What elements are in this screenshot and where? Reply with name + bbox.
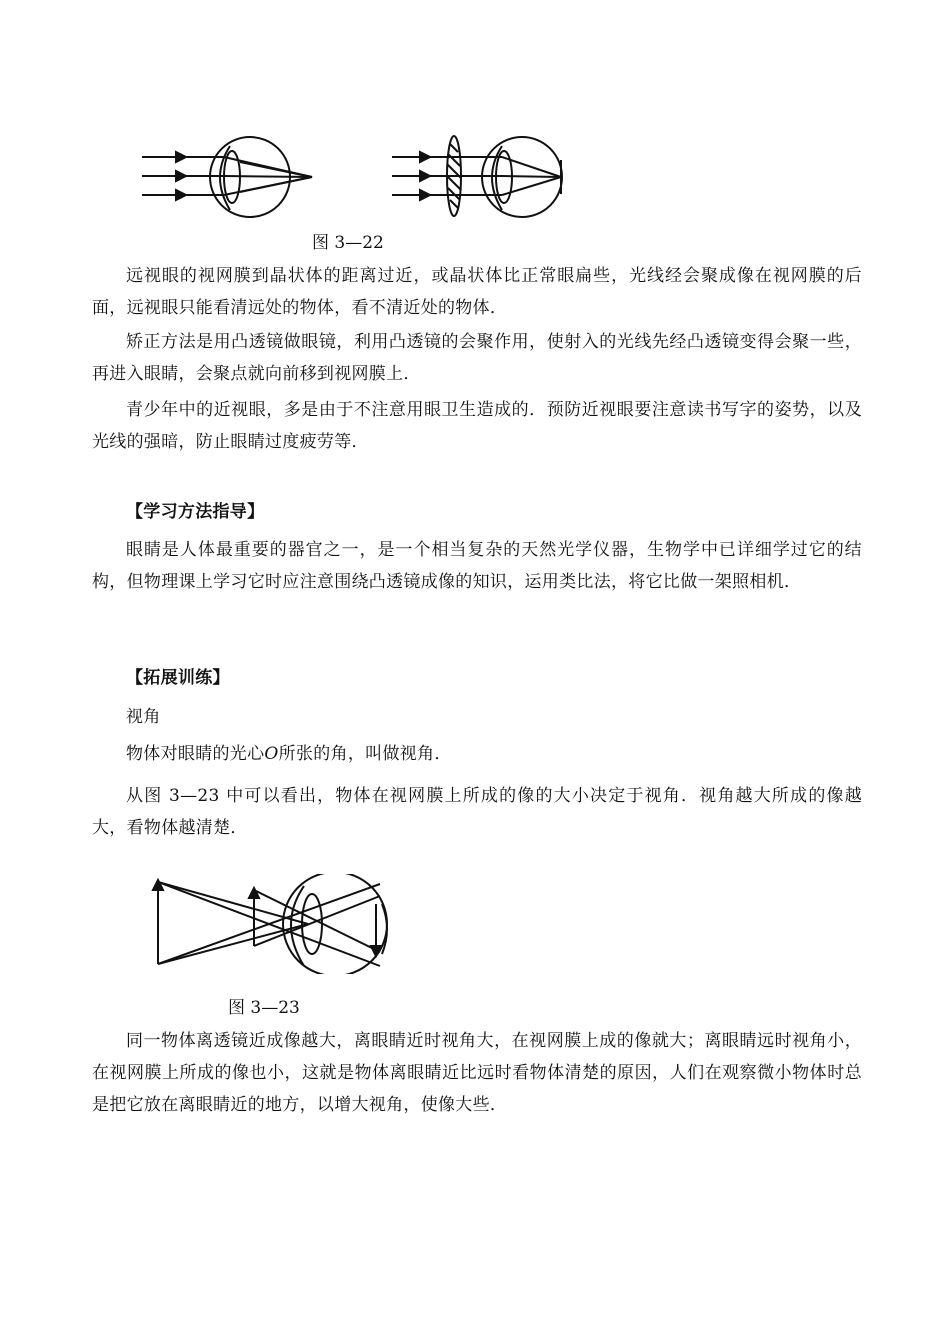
definition-text-after: 所张的角，叫做视角． bbox=[278, 744, 452, 764]
paragraph-figure-explanation: 从图 3—23 中可以看出，物体在视网膜上所成的像的大小决定于视角．视角越大所成的像越大，看物体越清楚． bbox=[92, 786, 862, 838]
optical-center-symbol: O bbox=[264, 744, 279, 764]
definition-text-before: 物体对眼睛的光心 bbox=[126, 744, 265, 764]
definition-visual-angle bbox=[126, 738, 452, 770]
paragraph-prevention: 青少年中的近视眼，多是由于不注意用眼卫生造成的．预防近视眼要注意读书写字的姿势，以及光线的强暗，防止眼睛过度疲劳等． bbox=[92, 400, 862, 452]
paragraph-distance-effect: 同一物体离透镜近成像越大，离眼睛近时视角大，在视网膜上成的像就大；离眼睛远时视角小，在视网膜上所成的像也小，这就是物体离眼睛近比远时看物体清楚的原因，人们在观察微小物体时总是把它放在离眼睛近的地方，以增大视角，使像大些． bbox=[92, 1031, 862, 1115]
paragraph-study-method: 眼睛是人体最重要的器官之一，是一个相当复杂的天然光学仪器，生物学中已详细学过它的结构，但物理课上学习它时应注意围绕凸透镜成像的知识，运用类比法，将它比做一架照相机． bbox=[92, 540, 862, 592]
subtitle-visual-angle: 视角 bbox=[126, 707, 161, 727]
figure-3-23-diagram bbox=[148, 874, 398, 974]
heading-study-method: 【学习方法指导】 bbox=[126, 502, 265, 522]
figure-3-22-diagram bbox=[130, 130, 590, 230]
figure-3-22-caption: 图 3—22 bbox=[312, 233, 384, 253]
heading-extension-training: 【拓展训练】 bbox=[126, 668, 230, 688]
paragraph-farsighted: 远视眼的视网膜到晶状体的距离过近，或晶状体比正常眼扁些，光线经会聚成像在视网膜的后面，远视眼只能看清远处的物体，看不清近处的物体． bbox=[92, 266, 862, 318]
figure-3-23-caption: 图 3—23 bbox=[228, 998, 300, 1018]
paragraph-correction: 矫正方法是用凸透镜做眼镜，利用凸透镜的会聚作用，使射入的光线先经凸透镜变得会聚一些，再进入眼睛，会聚点就向前移到视网膜上． bbox=[92, 332, 862, 384]
